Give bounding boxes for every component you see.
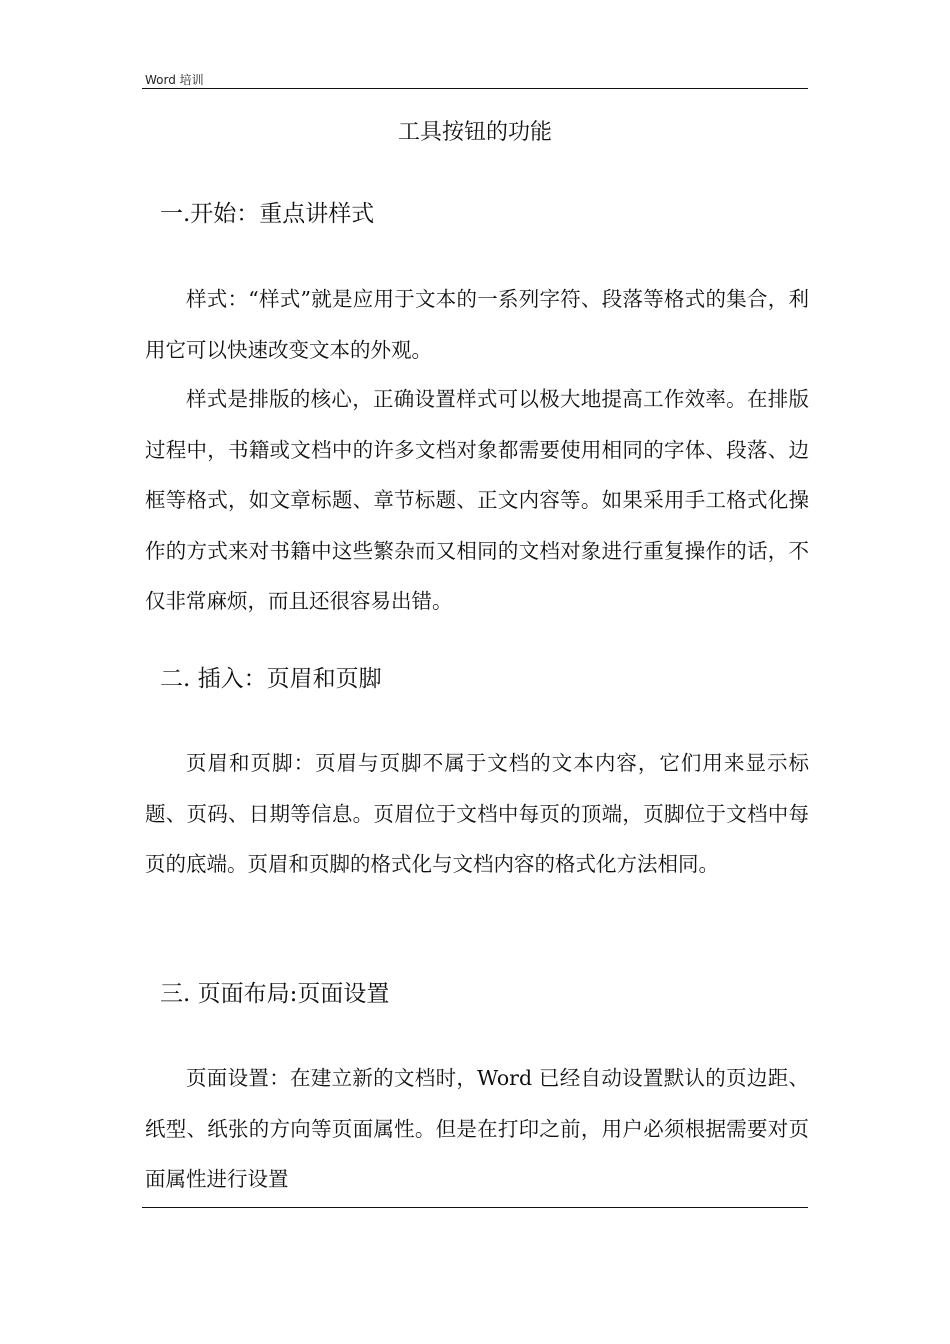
section-heading-1: 一.开始：重点讲样式	[160, 201, 375, 227]
section-heading-3: 三. 页面布局:页面设置	[160, 981, 390, 1007]
section-1-paragraph-2: 样式是排版的核心，正确设置样式可以极大地提高工作效率。在排版过程中，书籍或文档中的许多文档对象都需要使用相同的字体、段落、边框等格式，如文章标题、章节标题、正文内容等。如果采用手工格式化操作的方式来对书籍中这些繁杂而又相同的文档对象进行重复操作的话，不仅非常麻烦，而且还很容易出错。	[145, 387, 809, 614]
section-1-paragraph-1: 样式：“样式”就是应用于文本的一系列字符、段落等格式的集合，利用它可以快速改变文本的外观。	[145, 287, 809, 362]
section-2-paragraph-1: 页眉和页脚：页眉与页脚不属于文档的文本内容，它们用来显示标题、页码、日期等信息。页眉位于文档中每页的顶端，页脚位于文档中每页的底端。页眉和页脚的格式化与文档内容的格式化方法相同。	[145, 751, 809, 877]
document-title: 工具按钮的功能	[397, 120, 552, 145]
footer-divider	[142, 1207, 808, 1208]
header-divider	[142, 88, 808, 89]
section-3-paragraph-1: 页面设置：在建立新的文档时，Word 已经自动设置默认的页边距、纸型、纸张的方向等页面属性。但是在打印之前，用户必须根据需要对页面属性进行设置	[145, 1066, 809, 1192]
page-header-text: Word 培训	[145, 73, 204, 87]
section-heading-2: 二. 插入：页眉和页脚	[160, 666, 382, 692]
